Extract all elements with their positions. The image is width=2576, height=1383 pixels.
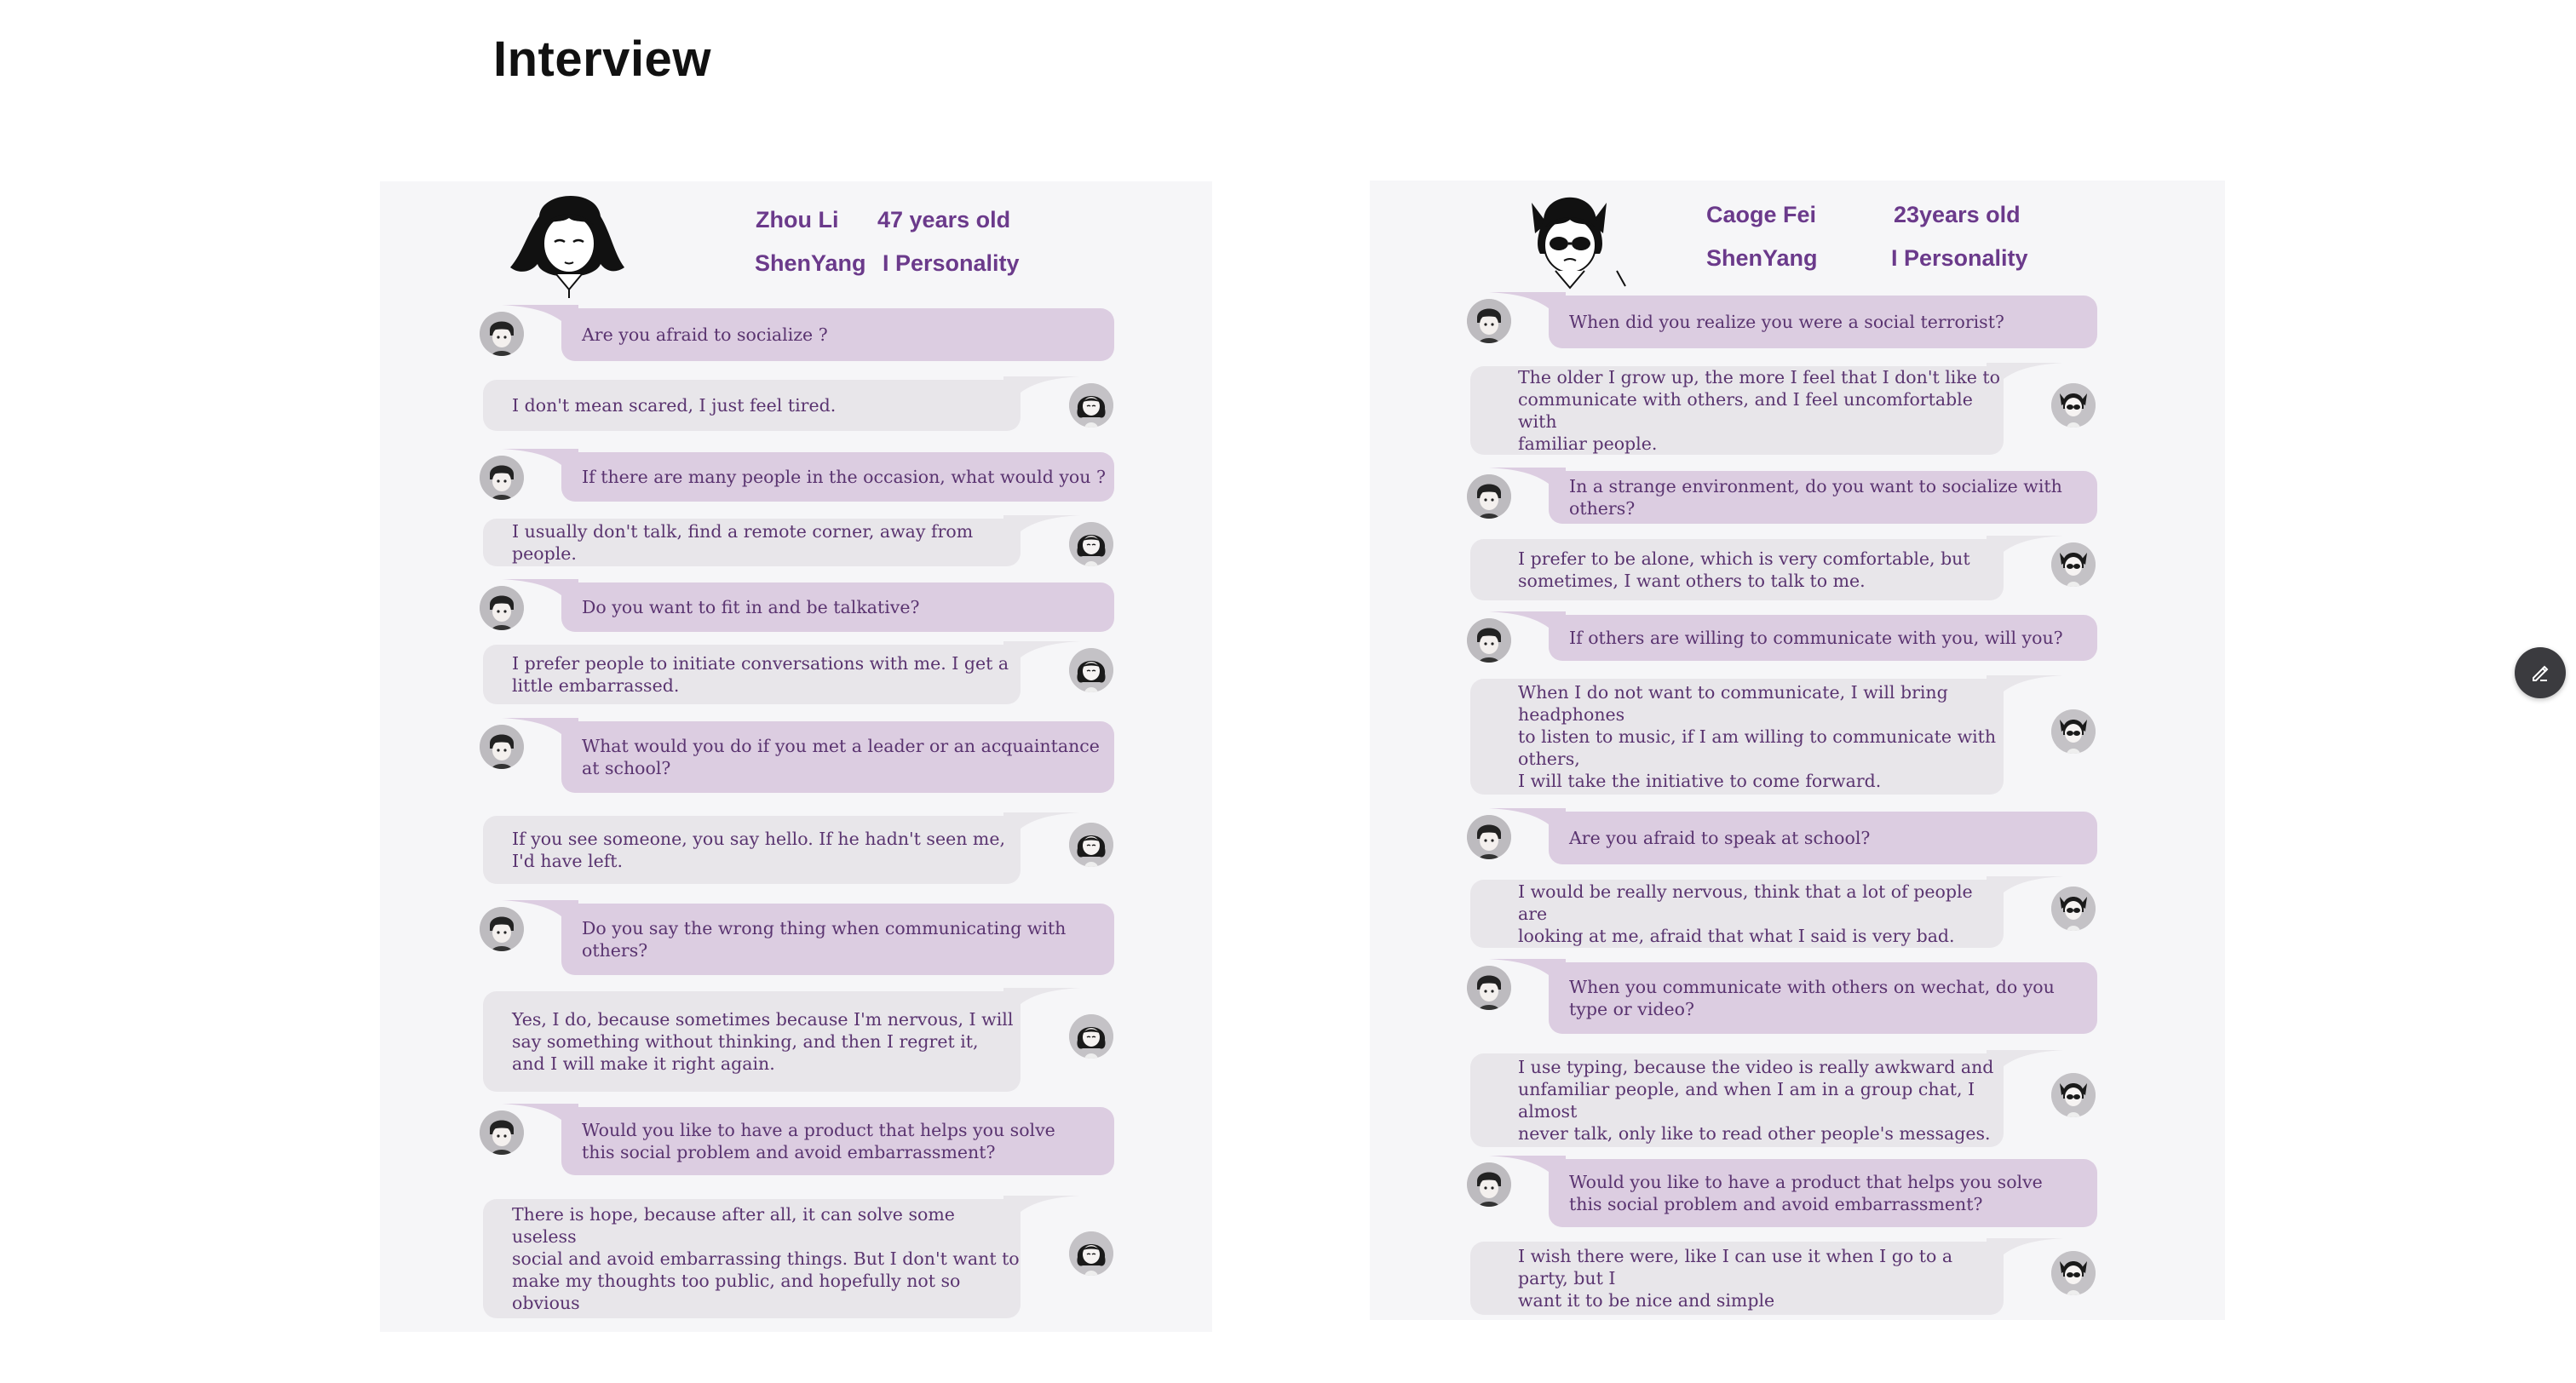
respondent-city: ShenYang (1706, 245, 1818, 271)
question-bubble (561, 582, 1114, 632)
girl-avatar-icon (1069, 383, 1113, 428)
question-bubble (561, 308, 1114, 361)
respondent-name: Caoge Fei (1706, 202, 1817, 227)
girl-avatar-icon (1069, 1231, 1113, 1276)
question-bubble (1549, 296, 2097, 348)
respondent-personality: I Personality (883, 250, 1020, 276)
respondent-city: ShenYang (755, 250, 866, 276)
sunglasses-girl-avatar-icon (2051, 542, 2096, 587)
message-text: Would you like to have a product that helps you solve this social problem and avoid embarrassment? (1569, 1172, 2043, 1214)
message-text: Are you afraid to speak at school? (1569, 828, 1871, 848)
respondent-personality: I Personality (1891, 245, 2028, 271)
message-text: If others are willing to communicate with you, will you? (1569, 628, 2063, 648)
question-bubble (561, 1107, 1114, 1175)
message-text: In a strange environment, do you want to socialize with others? (1569, 476, 2062, 519)
interviewer-avatar-icon (1467, 1162, 1511, 1207)
girl-avatar-icon (1069, 1014, 1113, 1059)
message-text: Do you want to fit in and be talkative? (582, 597, 920, 617)
girl-avatar-icon (1069, 823, 1113, 867)
message-text: What would you do if you met a leader or an acquaintance at school? (582, 736, 1100, 778)
answer-bubble (1470, 880, 2004, 948)
message-text: Would you like to have a product that helps you solve this social problem and avoid embarrassment? (582, 1120, 1055, 1162)
answer-bubble (1470, 539, 2004, 600)
message-text: When you communicate with others on wechat, do you type or video? (1569, 977, 2055, 1019)
message-text: The older I grow up, the more I feel that I don't like to communicate with others, and I feel uncomfortable with familiar people. (1518, 367, 2001, 454)
question-bubble (1549, 1159, 2097, 1227)
message-text: I prefer people to initiate conversations with me. I get a little embarrassed. (512, 653, 1009, 696)
question-bubble (1549, 812, 2097, 864)
question-bubble (1549, 615, 2097, 661)
message-text: I prefer to be alone, which is very comfortable, but sometimes, I want others to talk to me. (1518, 548, 1970, 591)
message-text: Yes, I do, because sometimes because I'm nervous, I will say something without thinking, and then I regret it, and I will make it right again. (512, 1009, 1014, 1074)
respondent-age: 23years old (1894, 202, 2021, 227)
sunglasses-girl-avatar-icon (2051, 1251, 2096, 1295)
pencil-icon (2528, 661, 2552, 685)
interviewer-avatar-icon (480, 312, 524, 356)
message-text: When I do not want to communicate, I will bring headphones to listen to music, if I am willing to communicate with others, I will take the initiative to come forward. (1518, 682, 1997, 791)
message-text: Do you say the wrong thing when communicating with others? (582, 918, 1067, 961)
edit-button[interactable] (2515, 647, 2566, 698)
respondent-age: 47 years old (877, 207, 1011, 232)
answer-bubble (483, 1199, 1021, 1318)
interviewer-avatar-icon (1467, 474, 1511, 519)
answer-bubble (1470, 1242, 2004, 1315)
question-bubble (561, 452, 1114, 502)
interviewer-avatar-icon (480, 1110, 524, 1155)
answer-bubble (1470, 1053, 2004, 1147)
message-text: I would be really nervous, think that a lot of people are looking at me, afraid that what I said is very bad. (1518, 881, 1973, 946)
answer-bubble (1470, 679, 2004, 795)
message-text: When did you realize you were a social terrorist? (1569, 312, 2004, 332)
message-text: There is hope, because after all, it can solve some useless social and avoid embarrassing things. But I don't want to make my thoughts too public, and hopefully not so obvious (512, 1204, 1020, 1313)
sunglasses-girl-avatar-icon (2051, 887, 2096, 931)
girl-avatar-icon (1069, 648, 1113, 692)
sunglasses-girl-avatar-icon (2051, 383, 2096, 428)
answer-bubble (483, 519, 1021, 566)
answer-bubble (483, 816, 1021, 884)
interviewer-avatar-icon (1467, 966, 1511, 1010)
sunglasses-girl-avatar-icon (2051, 1073, 2096, 1117)
answer-bubble (1470, 366, 2004, 455)
interviewer-avatar-icon (1467, 299, 1511, 343)
message-text: If there are many people in the occasion, what would you ? (582, 467, 1106, 487)
message-text: Are you afraid to socialize ? (582, 324, 828, 345)
interviewer-avatar-icon (480, 907, 524, 951)
interviewer-avatar-icon (1467, 815, 1511, 859)
question-bubble (1549, 471, 2097, 524)
answer-bubble (483, 645, 1021, 704)
interviewer-avatar-icon (480, 725, 524, 769)
sunglasses-girl-avatar-icon (2051, 709, 2096, 754)
question-bubble (1549, 962, 2097, 1034)
message-text: If you see someone, you say hello. If he hadn't seen me, I'd have left. (512, 829, 1006, 871)
girl-portrait-icon (505, 186, 631, 302)
answer-bubble (483, 380, 1021, 431)
message-text: I usually don't talk, find a remote corner, away from people. (512, 521, 974, 564)
question-bubble (561, 904, 1114, 975)
message-text: I wish there were, like I can use it when I go to a party, but I want it to be nice and simple (1518, 1246, 1953, 1311)
interviewer-avatar-icon (480, 586, 524, 630)
page-title: Interview (493, 32, 711, 87)
question-bubble (561, 721, 1114, 793)
message-text: I don't mean scared, I just feel tired. (512, 395, 837, 416)
interviewer-avatar-icon (480, 456, 524, 500)
sunglasses-girl-portrait-icon (1506, 186, 1632, 299)
respondent-name: Zhou Li (756, 207, 839, 232)
interviewer-avatar-icon (1467, 618, 1511, 663)
girl-avatar-icon (1069, 522, 1113, 566)
message-text: I use typing, because the video is really awkward and unfamiliar people, and when I am in a group chat, I almost never talk, only like to read other people's messages. (1518, 1057, 1994, 1144)
answer-bubble (483, 991, 1021, 1092)
